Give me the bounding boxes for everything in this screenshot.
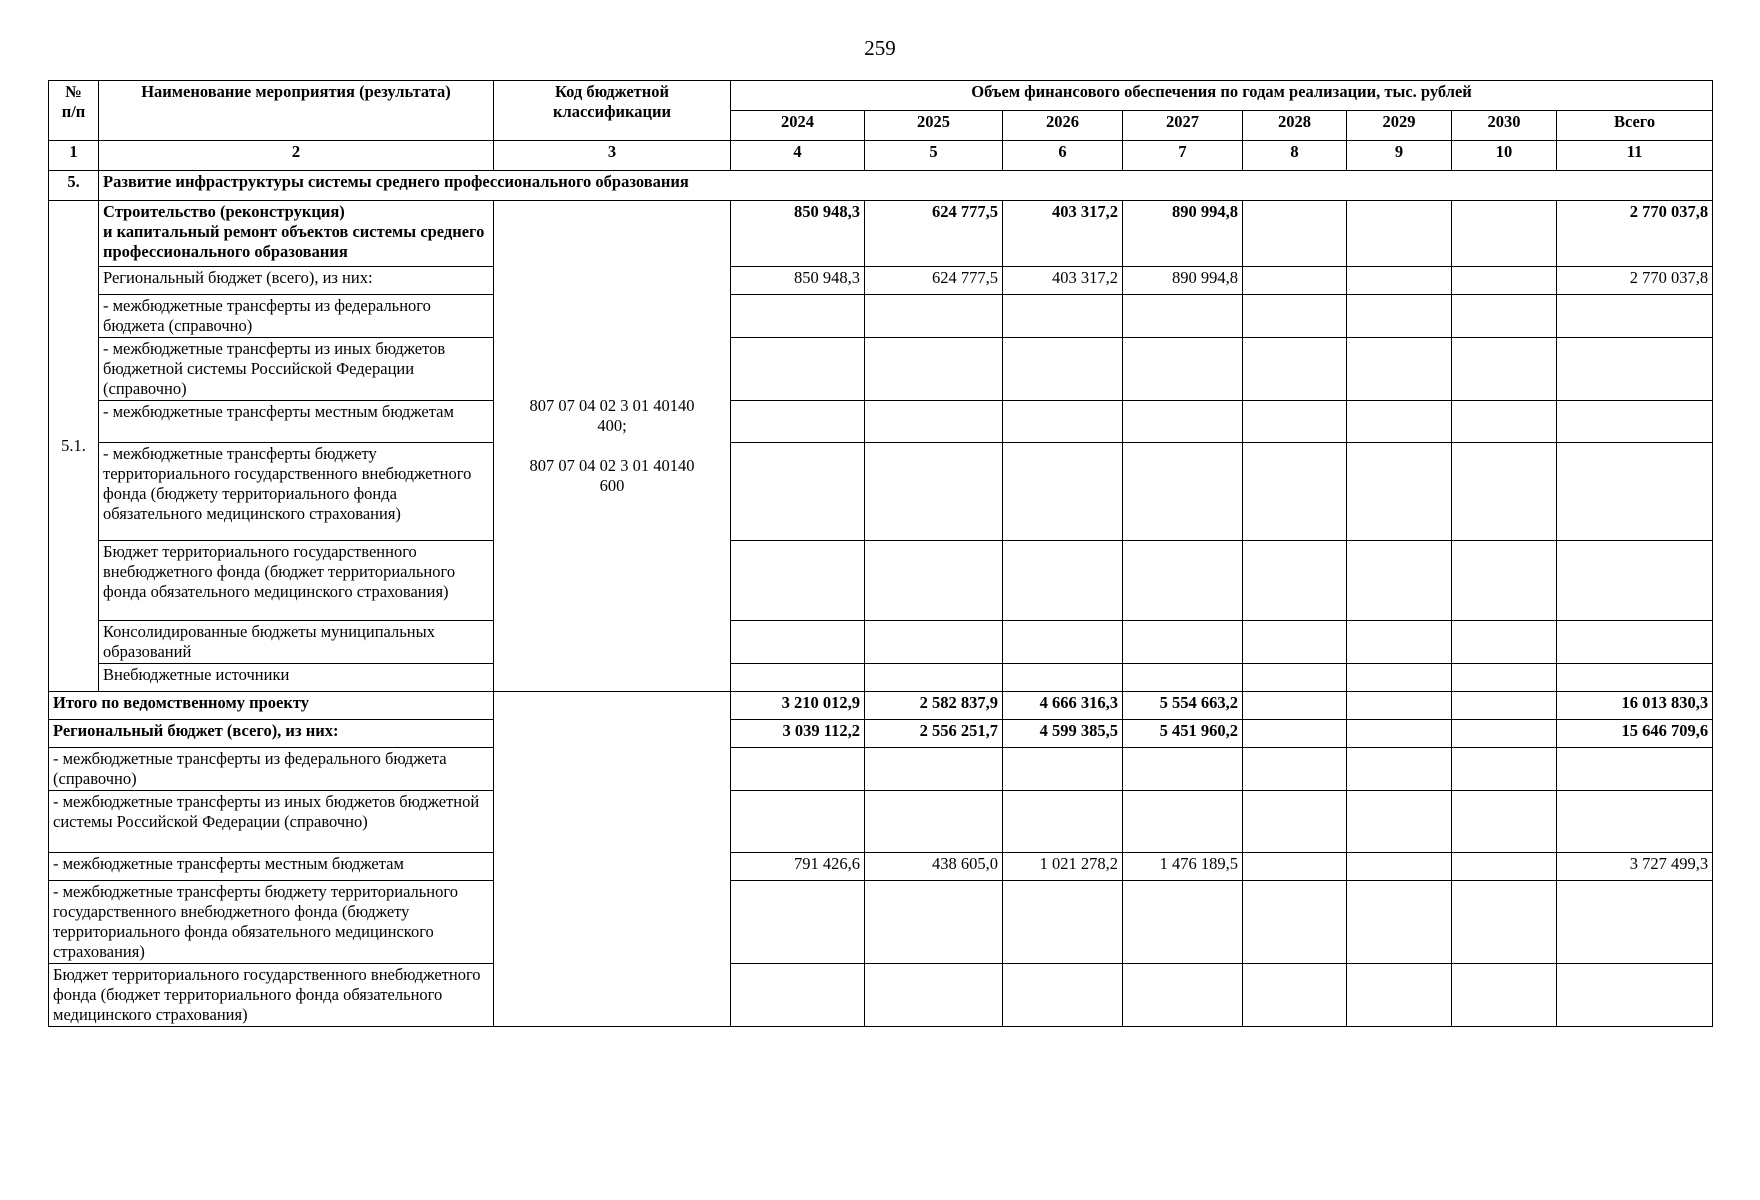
value-cell: 890 994,8 <box>1123 267 1243 295</box>
value-cell <box>865 964 1003 1027</box>
value-cell <box>1003 338 1123 401</box>
row-name: Региональный бюджет (всего), из них: <box>99 267 494 295</box>
financing-table <box>48 80 1713 1027</box>
total-row <box>49 964 1713 1027</box>
value-cell: 403 317,2 <box>1003 267 1123 295</box>
header-year: 2027 <box>1123 111 1243 141</box>
value-cell: 438 605,0 <box>865 853 1003 881</box>
value-cell <box>731 748 865 791</box>
total-row <box>49 881 1713 964</box>
row-name: - межбюджетные трансферты бюджету территориального государственного внебюджетного фонда (бюджету территориального фонда обязательного медицинского страхования) <box>99 443 494 541</box>
header-year: 2029 <box>1347 111 1452 141</box>
value-cell <box>1452 201 1557 267</box>
value-cell <box>1123 748 1243 791</box>
value-total-cell <box>1557 338 1713 401</box>
row-name: - межбюджетные трансферты из иных бюджетов бюджетной системы Российской Федерации (справочно) <box>99 338 494 401</box>
value-cell <box>1452 267 1557 295</box>
value-total-cell <box>1557 881 1713 964</box>
value-cell <box>1123 338 1243 401</box>
value-cell: 403 317,2 <box>1003 201 1123 267</box>
value-cell <box>1003 295 1123 338</box>
value-cell <box>1123 443 1243 541</box>
value-total-cell <box>1557 295 1713 338</box>
value-cell <box>1243 295 1347 338</box>
value-cell: 3 210 012,9 <box>731 692 865 720</box>
value-total-cell <box>1557 443 1713 541</box>
item-row <box>49 664 1713 692</box>
value-cell <box>865 401 1003 443</box>
value-cell <box>1347 401 1452 443</box>
value-cell <box>1003 791 1123 853</box>
column-number: 7 <box>1123 141 1243 171</box>
budget-code: 807 07 04 02 3 01 40140 400; 807 07 04 02 3 01 40140 600 <box>494 201 731 692</box>
value-total-cell <box>1557 621 1713 664</box>
value-cell <box>1452 853 1557 881</box>
value-cell <box>1347 881 1452 964</box>
value-cell <box>731 541 865 621</box>
value-cell <box>865 748 1003 791</box>
value-cell <box>1347 201 1452 267</box>
row-name: Консолидированные бюджеты муниципальных образований <box>99 621 494 664</box>
item-row <box>49 338 1713 401</box>
value-cell <box>731 881 865 964</box>
value-cell <box>1452 338 1557 401</box>
value-total-cell: 16 013 830,3 <box>1557 692 1713 720</box>
value-cell <box>1003 664 1123 692</box>
value-cell: 2 556 251,7 <box>865 720 1003 748</box>
value-cell <box>1003 964 1123 1027</box>
value-cell <box>731 791 865 853</box>
value-cell <box>1243 443 1347 541</box>
value-cell <box>1347 295 1452 338</box>
header-col-no: № п/п <box>49 81 99 141</box>
value-cell <box>865 338 1003 401</box>
value-cell: 850 948,3 <box>731 201 865 267</box>
value-cell <box>1123 541 1243 621</box>
item-row <box>49 267 1713 295</box>
value-cell <box>1243 267 1347 295</box>
value-cell <box>1347 748 1452 791</box>
value-cell <box>1003 881 1123 964</box>
row-name: Внебюджетные источники <box>99 664 494 692</box>
column-number: 11 <box>1557 141 1713 171</box>
row-name: - межбюджетные трансферты из федерального бюджета (справочно) <box>99 295 494 338</box>
row-name: Бюджет территориального государственного внебюджетного фонда (бюджет территориального фонда обязательного медицинского страхования) <box>49 964 494 1027</box>
page-number: 259 <box>864 36 896 60</box>
value-total-cell <box>1557 791 1713 853</box>
row-name: - межбюджетные трансферты местным бюджетам <box>49 853 494 881</box>
value-cell: 624 777,5 <box>865 267 1003 295</box>
value-cell <box>731 664 865 692</box>
value-cell <box>1123 664 1243 692</box>
value-cell: 5 451 960,2 <box>1123 720 1243 748</box>
value-cell <box>1452 664 1557 692</box>
value-cell <box>1347 664 1452 692</box>
value-cell <box>1347 621 1452 664</box>
value-cell <box>1123 964 1243 1027</box>
value-cell <box>1452 692 1557 720</box>
value-total-cell: 2 770 037,8 <box>1557 267 1713 295</box>
column-number: 10 <box>1452 141 1557 171</box>
column-numbers-row <box>49 141 1713 171</box>
header-year-total: Всего <box>1557 111 1713 141</box>
value-cell <box>1347 541 1452 621</box>
value-total-cell: 3 727 499,3 <box>1557 853 1713 881</box>
value-cell <box>1243 338 1347 401</box>
value-cell <box>1243 664 1347 692</box>
value-cell <box>865 881 1003 964</box>
value-cell <box>1347 791 1452 853</box>
value-cell <box>1452 720 1557 748</box>
value-cell <box>731 338 865 401</box>
value-cell <box>731 443 865 541</box>
value-cell <box>1243 964 1347 1027</box>
value-total-cell: 2 770 037,8 <box>1557 201 1713 267</box>
total-row <box>49 791 1713 853</box>
value-cell <box>1243 692 1347 720</box>
item-row <box>49 443 1713 541</box>
value-cell <box>1347 720 1452 748</box>
value-cell: 4 666 316,3 <box>1003 692 1123 720</box>
value-cell: 1 021 278,2 <box>1003 853 1123 881</box>
row-name: Итого по ведомственному проекту <box>49 692 494 720</box>
value-total-cell <box>1557 748 1713 791</box>
row-name: - межбюджетные трансферты из иных бюджетов бюджетной системы Российской Федерации (справочно) <box>49 791 494 853</box>
value-cell <box>865 295 1003 338</box>
column-number: 6 <box>1003 141 1123 171</box>
value-cell: 890 994,8 <box>1123 201 1243 267</box>
value-cell <box>1003 443 1123 541</box>
value-cell <box>1243 720 1347 748</box>
value-total-cell <box>1557 964 1713 1027</box>
value-cell <box>1452 295 1557 338</box>
value-cell <box>865 664 1003 692</box>
value-cell <box>1243 791 1347 853</box>
value-cell <box>1452 401 1557 443</box>
column-number: 1 <box>49 141 99 171</box>
value-cell <box>1347 443 1452 541</box>
row-name: Бюджет территориального государственного внебюджетного фонда (бюджет территориального фонда обязательного медицинского страхования) <box>99 541 494 621</box>
value-cell: 850 948,3 <box>731 267 865 295</box>
value-cell <box>1452 443 1557 541</box>
value-cell <box>731 621 865 664</box>
value-cell <box>1452 621 1557 664</box>
header-col-name: Наименование мероприятия (результата) <box>99 81 494 141</box>
total-row <box>49 853 1713 881</box>
value-cell <box>1003 541 1123 621</box>
budget-code-empty <box>494 692 731 1027</box>
section-row <box>49 171 1713 201</box>
value-cell <box>1243 201 1347 267</box>
value-cell <box>1243 853 1347 881</box>
header-year: 2026 <box>1003 111 1123 141</box>
value-total-cell <box>1557 541 1713 621</box>
total-row <box>49 692 1713 720</box>
value-cell: 5 554 663,2 <box>1123 692 1243 720</box>
value-cell <box>731 401 865 443</box>
value-cell <box>1003 621 1123 664</box>
value-cell <box>1452 791 1557 853</box>
header-year: 2025 <box>865 111 1003 141</box>
total-row <box>49 748 1713 791</box>
value-cell <box>1243 748 1347 791</box>
item-row <box>49 295 1713 338</box>
item-row <box>49 541 1713 621</box>
total-row <box>49 720 1713 748</box>
header-col-volume: Объем финансового обеспечения по годам реализации, тыс. рублей <box>731 81 1713 111</box>
value-cell <box>1347 853 1452 881</box>
column-number: 9 <box>1347 141 1452 171</box>
header-row <box>49 81 1713 111</box>
header-col-code: Код бюджетной классификации <box>494 81 731 141</box>
value-cell: 791 426,6 <box>731 853 865 881</box>
value-cell <box>1003 748 1123 791</box>
section-title: Развитие инфраструктуры системы среднего профессионального образования <box>99 171 1713 201</box>
value-cell <box>865 541 1003 621</box>
value-cell <box>731 964 865 1027</box>
value-cell <box>1123 881 1243 964</box>
item-row <box>49 201 1713 267</box>
value-cell <box>865 621 1003 664</box>
row-name: - межбюджетные трансферты бюджету территориального государственного внебюджетного фонда (бюджету территориального фонда обязательного медицинского страхования) <box>49 881 494 964</box>
row-name: - межбюджетные трансферты местным бюджетам <box>99 401 494 443</box>
header-year: 2028 <box>1243 111 1347 141</box>
column-number: 8 <box>1243 141 1347 171</box>
value-total-cell <box>1557 401 1713 443</box>
value-cell <box>731 295 865 338</box>
value-cell <box>1003 401 1123 443</box>
column-number: 3 <box>494 141 731 171</box>
value-cell <box>1243 401 1347 443</box>
value-cell <box>865 443 1003 541</box>
section-number: 5. <box>49 171 99 201</box>
value-cell <box>1347 338 1452 401</box>
value-cell <box>1123 791 1243 853</box>
value-total-cell: 15 646 709,6 <box>1557 720 1713 748</box>
item-row <box>49 621 1713 664</box>
value-cell <box>865 791 1003 853</box>
value-cell <box>1347 964 1452 1027</box>
value-cell: 2 582 837,9 <box>865 692 1003 720</box>
value-cell: 3 039 112,2 <box>731 720 865 748</box>
value-cell <box>1123 401 1243 443</box>
item-number: 5.1. <box>49 201 99 692</box>
value-cell <box>1452 541 1557 621</box>
item-row <box>49 401 1713 443</box>
value-total-cell <box>1557 664 1713 692</box>
value-cell <box>1452 964 1557 1027</box>
value-cell <box>1347 692 1452 720</box>
value-cell <box>1123 295 1243 338</box>
value-cell <box>1452 881 1557 964</box>
value-cell <box>1243 881 1347 964</box>
value-cell <box>1123 621 1243 664</box>
row-name: Строительство (реконструкция) и капитальный ремонт объектов системы среднего профессионального образования <box>99 201 494 267</box>
value-cell: 4 599 385,5 <box>1003 720 1123 748</box>
value-cell: 624 777,5 <box>865 201 1003 267</box>
value-cell: 1 476 189,5 <box>1123 853 1243 881</box>
column-number: 5 <box>865 141 1003 171</box>
column-number: 4 <box>731 141 865 171</box>
value-cell <box>1243 621 1347 664</box>
column-number: 2 <box>99 141 494 171</box>
value-cell <box>1452 748 1557 791</box>
value-cell <box>1347 267 1452 295</box>
row-name: - межбюджетные трансферты из федерального бюджета (справочно) <box>49 748 494 791</box>
header-year: 2030 <box>1452 111 1557 141</box>
row-name: Региональный бюджет (всего), из них: <box>49 720 494 748</box>
value-cell <box>1243 541 1347 621</box>
header-year: 2024 <box>731 111 865 141</box>
